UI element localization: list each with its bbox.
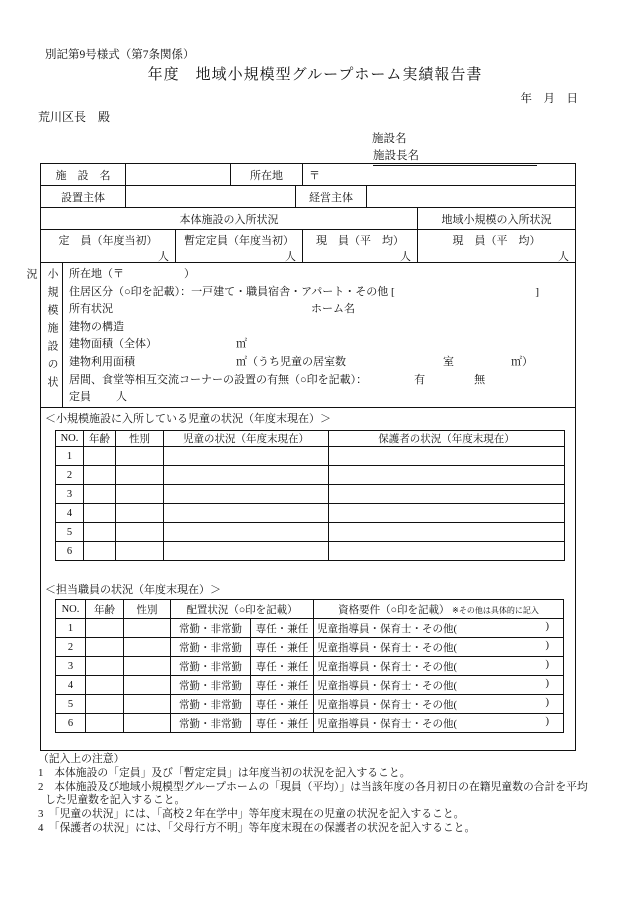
small-facility-block (25, 263, 575, 408)
staff-header-qualification-note: ※その他は具体的に記入 (452, 605, 539, 615)
sf-living-room-line (69, 372, 569, 390)
row-number: 2 (56, 466, 84, 485)
provisional-capacity-label: 暫定定員（年度当初） (184, 235, 294, 247)
sf-housing-type-line (69, 284, 569, 302)
sf-building-area-line (69, 336, 569, 354)
child-status-cell (164, 485, 329, 504)
capacity-cell (41, 230, 176, 262)
sf-address-close: ） (184, 268, 195, 280)
row-number: 4 (56, 676, 86, 695)
row-number: 4 (56, 504, 84, 523)
qualification-cell (314, 714, 564, 733)
staff-table (55, 599, 564, 733)
age-cell (84, 542, 116, 561)
children-row (56, 466, 565, 485)
duty-cell: 専任・兼任 (251, 619, 314, 638)
notes-section (38, 753, 596, 836)
staff-row (56, 638, 564, 657)
age-cell (84, 485, 116, 504)
sf-ownership-line (69, 301, 569, 319)
gender-cell (116, 542, 164, 561)
staff-header-no: NO. (56, 600, 86, 619)
age-cell (84, 466, 116, 485)
employment-cell: 常勤・非常勤 (171, 619, 251, 638)
qualification-close-paren: ) (545, 639, 549, 651)
occupancy-value-row (41, 230, 575, 263)
note-item: 2 本体施設及び地域小規模型グループホームの「現員（平均）」は当該年度の各月初日の在籍児童数の合計を平均した児童数を記入すること。 (38, 780, 588, 807)
employment-cell: 常勤・非常勤 (171, 695, 251, 714)
sf-housing-type-close: ] (535, 285, 539, 298)
staff-header-gender: 性別 (124, 600, 171, 619)
page-title: 年度 地域小規模型グループホーム実績報告書 (147, 67, 483, 83)
children-row (56, 485, 565, 504)
children-table (55, 430, 565, 561)
sf-living-room-no: 無 (474, 373, 486, 386)
qualification-close-paren: ) (545, 696, 549, 708)
row-number: 6 (56, 714, 86, 733)
children-row (56, 504, 565, 523)
operator-header: 経営主体 (296, 186, 367, 207)
sf-address-line (69, 266, 569, 284)
date-line: 年 月 日 (520, 93, 578, 105)
sf-home-name-label: ホーム名 (311, 303, 355, 316)
row-number: 1 (56, 447, 84, 466)
location-header: 所在地 (231, 164, 303, 185)
gender-cell (124, 657, 171, 676)
sf-housing-type-text: 住居区分（○印を記載）：一戸建て・職員宿舎・アパート・その他 [ (69, 285, 395, 298)
guardian-status-cell (329, 542, 565, 561)
children-section-title: ＜小規模施設に入所している児童の状況（年度末現在）＞ (45, 413, 331, 425)
gender-cell (116, 485, 164, 504)
row-number: 3 (56, 657, 86, 676)
form-number: 別記第9号様式（第7条関係） (45, 49, 195, 61)
duty-cell: 専任・兼任 (251, 638, 314, 657)
regional-occupancy-label: 現 員（平 均） (452, 235, 541, 247)
occupancy-header-row (41, 208, 575, 230)
small-facility-content (63, 263, 575, 407)
age-cell (86, 714, 124, 733)
gender-cell (124, 638, 171, 657)
staff-row (56, 619, 564, 638)
children-row (56, 447, 565, 466)
sf-capacity-line (69, 389, 569, 407)
sf-address-text: 所在地（〒 (69, 268, 124, 280)
row-number: 1 (56, 619, 86, 638)
child-status-cell (164, 466, 329, 485)
qualification-cell (314, 676, 564, 695)
gender-cell (124, 695, 171, 714)
founder-value-cell (126, 186, 296, 207)
employment-cell: 常勤・非常勤 (171, 657, 251, 676)
notes-title: （記入上の注意） (38, 753, 125, 765)
row-number: 5 (56, 523, 84, 542)
guardian-status-cell (329, 466, 565, 485)
duty-cell: 専任・兼任 (251, 714, 314, 733)
age-cell (86, 657, 124, 676)
current-occupancy-cell (303, 230, 418, 262)
regional-occupancy-header: 地域小規模の入所状況 (441, 213, 552, 226)
facility-name-header: 施 設 名 (41, 164, 126, 185)
row-number: 6 (56, 542, 84, 561)
regional-occupancy-cell (418, 230, 575, 262)
staff-section-title: ＜担当職員の状況（年度末現在）＞ (45, 584, 221, 596)
founder-row (41, 186, 575, 208)
age-cell (84, 447, 116, 466)
sf-usable-area-label: 建物利用面積 (69, 355, 135, 368)
duty-cell: 専任・兼任 (251, 657, 314, 676)
children-header-child-status: 児童の状況（年度末現在） (164, 431, 329, 447)
staff-row (56, 695, 564, 714)
gender-cell (124, 619, 171, 638)
facility-head-label: 施設長名 (373, 147, 537, 166)
staff-header-qualification (314, 600, 564, 619)
children-header-gender: 性別 (116, 431, 164, 447)
staff-header-qualification-label: 資格要件（○印を記載） (338, 604, 450, 616)
sf-building-area-unit: ㎡ (236, 338, 247, 351)
child-status-cell (164, 542, 329, 561)
qualification-options: 児童指導員・保育士・その他( (317, 661, 457, 673)
gender-cell (124, 714, 171, 733)
capacity-unit: 人 (158, 251, 169, 262)
age-cell (84, 504, 116, 523)
qualification-options: 児童指導員・保育士・その他( (317, 642, 457, 654)
facility-row (41, 164, 575, 186)
staff-header-placement: 配置状況（○印を記載） (171, 600, 314, 619)
row-number: 2 (56, 638, 86, 657)
guardian-status-cell (329, 447, 565, 466)
child-status-cell (164, 447, 329, 466)
qualification-options: 児童指導員・保育士・その他( (317, 680, 457, 692)
qualification-cell (314, 619, 564, 638)
staff-row (56, 657, 564, 676)
children-header-no: NO. (56, 431, 84, 447)
qualification-close-paren: ) (545, 715, 549, 727)
qualification-options: 児童指導員・保育士・その他( (317, 623, 457, 635)
employment-cell: 常勤・非常勤 (171, 676, 251, 695)
age-cell (86, 695, 124, 714)
sf-living-room-label: 居間、食堂等相互交流コーナーの設置の有無（○印を記載）： (69, 373, 368, 386)
facility-name-label: 施設名 (372, 133, 407, 145)
form-body-box (25, 163, 576, 751)
sf-living-room-yes: 有 (414, 373, 426, 386)
addressee: 荒川区長 殿 (38, 110, 111, 124)
qualification-cell (314, 657, 564, 676)
capacity-label: 定 員（年度当初） (58, 235, 158, 247)
qualification-close-paren: ) (545, 658, 549, 670)
duty-cell: 専任・兼任 (251, 676, 314, 695)
sf-capacity-label: 定員 (69, 391, 91, 404)
gender-cell (116, 523, 164, 542)
provisional-capacity-cell (176, 230, 303, 262)
sf-structure-line (69, 319, 569, 337)
sf-ownership-label: 所有状況 (69, 303, 113, 316)
sf-usable-area-line (69, 354, 569, 372)
children-row (56, 542, 565, 561)
note-item: 1 本体施設の「定員」及び「暫定定員」は年度当初の状況を記入すること。 (38, 766, 411, 779)
children-header-guardian-status: 保護者の状況（年度末現在） (329, 431, 565, 447)
age-cell (86, 638, 124, 657)
gender-cell (116, 466, 164, 485)
facility-name-value-cell (126, 164, 231, 185)
staff-header-age: 年齢 (86, 600, 124, 619)
children-header-row (56, 431, 565, 447)
age-cell (86, 676, 124, 695)
child-status-cell (164, 523, 329, 542)
child-status-cell (164, 504, 329, 523)
age-cell (84, 523, 116, 542)
qualification-cell (314, 638, 564, 657)
age-cell (86, 619, 124, 638)
founder-header: 設置主体 (41, 186, 126, 207)
guardian-status-cell (329, 504, 565, 523)
current-occupancy-unit: 人 (400, 251, 411, 262)
main-occupancy-header: 本体施設の入所状況 (41, 208, 418, 229)
sf-usable-area-unit-open: ㎡（うち児童の居室数 (236, 355, 346, 368)
children-header-age: 年齢 (84, 431, 116, 447)
sf-usable-area-unit-close: ㎡） (511, 355, 533, 368)
note-item: 4 「保護者の状況」には、「父母行方不明」等年度末現在の保護者の状況を記入すること。 (38, 821, 476, 834)
sf-building-area-label: 建物面積（全体） (69, 338, 157, 351)
small-facility-vertical-label: 小規模施設の状況 (41, 263, 63, 407)
qualification-cell (314, 695, 564, 714)
guardian-status-cell (329, 485, 565, 504)
qualification-options: 児童指導員・保育士・その他( (317, 718, 457, 730)
gender-cell (124, 676, 171, 695)
regional-occupancy-unit: 人 (558, 251, 569, 262)
location-value-cell: 〒 (309, 169, 320, 182)
guardian-status-cell (329, 523, 565, 542)
sf-structure-label: 建物の構造 (69, 320, 124, 333)
note-item: 3 「児童の状況」には、「高校２年在学中」等年度末現在の児童の状況を記入すること。 (38, 808, 465, 821)
sf-capacity-unit: 人 (116, 391, 127, 404)
operator-value-cell (367, 186, 575, 207)
qualification-close-paren: ) (545, 677, 549, 689)
qualification-options: 児童指導員・保育士・その他( (317, 699, 457, 711)
duty-cell: 専任・兼任 (251, 695, 314, 714)
children-row (56, 523, 565, 542)
row-number: 3 (56, 485, 84, 504)
staff-header-row (56, 600, 564, 619)
employment-cell: 常勤・非常勤 (171, 714, 251, 733)
staff-row (56, 676, 564, 695)
gender-cell (116, 447, 164, 466)
qualification-close-paren: ) (545, 620, 549, 632)
provisional-capacity-unit: 人 (285, 251, 296, 262)
employment-cell: 常勤・非常勤 (171, 638, 251, 657)
current-occupancy-label: 現 員（平 均） (316, 235, 404, 247)
row-number: 5 (56, 695, 86, 714)
gender-cell (116, 504, 164, 523)
sf-usable-area-room: 室 (443, 355, 454, 368)
staff-row (56, 714, 564, 733)
